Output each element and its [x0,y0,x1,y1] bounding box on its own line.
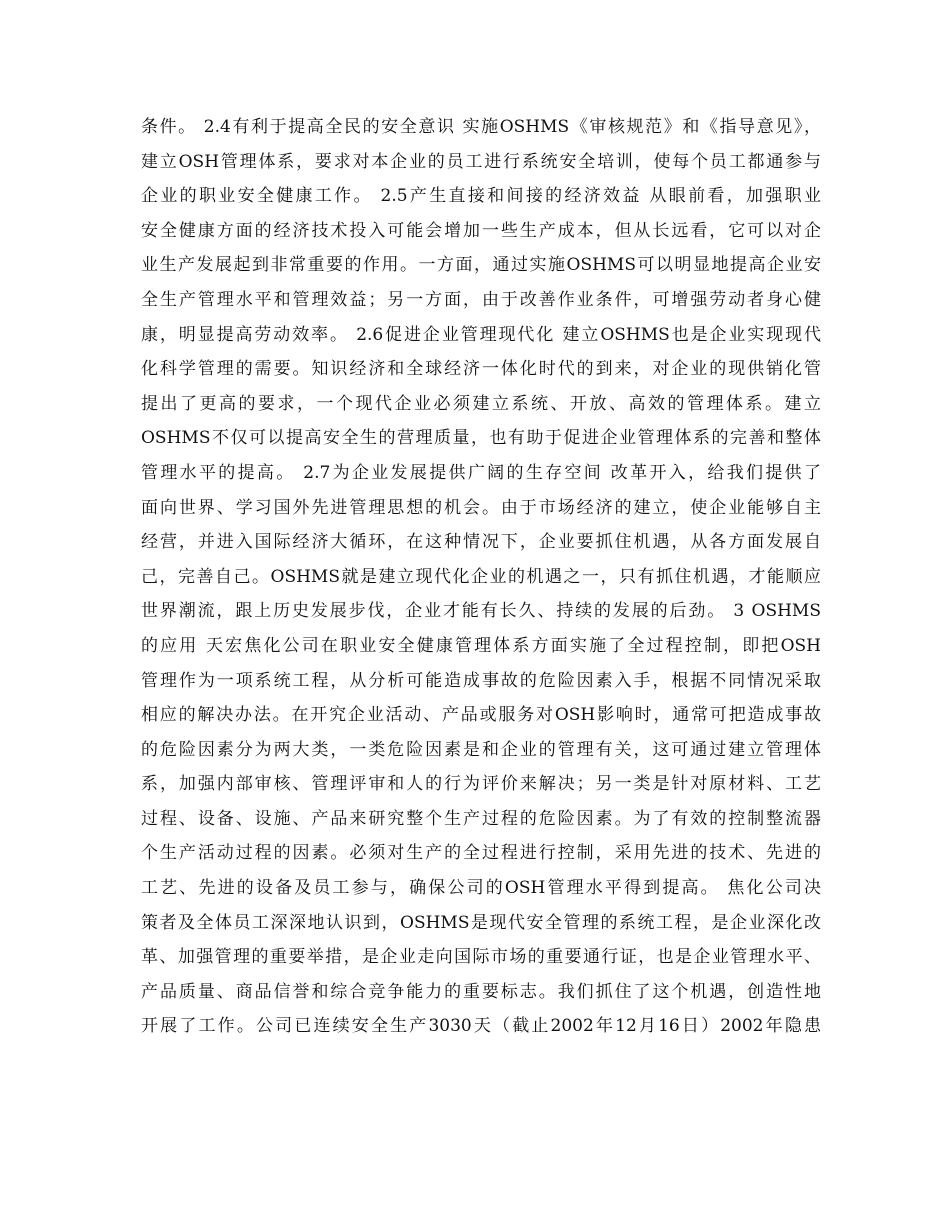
text-line: 相应的解决办法。在开究企业活动、产品或服务对OSH影响时，通常可把造成事故 [141,705,821,726]
text-line: 面向世界、学习国外先进管理思想的机会。由于市场经济的建立，使企业能够自主 [141,497,821,518]
text-line: 系，加强内部审核、管理评审和人的行为评价来解决；另一类是针对原材料、工艺 [141,774,821,795]
text-line: 产品质量、商品信誉和综合竞争能力的重要标志。我们抓住了这个机遇，创造性地 [141,981,821,1002]
text-line: 己，完善自己。OSHMS就是建立现代化企业的机遇之一，只有抓住机遇，才能顺应 [141,566,821,587]
text-line: 世界潮流，跟上历史发展步伐，企业才能有长久、持续的发展的后劲。 3 OSHMS [141,601,821,622]
text-line: 的危险因素分为两大类，一类危险因素是和企业的管理有关，这可通过建立管理体 [141,739,821,760]
text-line: 工艺、先进的设备及员工参与，确保公司的OSH管理水平得到提高。 焦化公司决 [141,878,821,899]
text-line: 条件。 2.4有利于提高全民的安全意识 实施OSHMS《审核规范》和《指导意见》， [141,117,821,137]
text-line: 经营，并进入国际经济大循环，在这种情况下，企业要抓住机遇，从各方面发展自 [141,532,821,553]
text-line: 的应用 天宏焦化公司在职业安全健康管理体系方面实施了全过程控制，即把OSH [141,635,821,656]
text-line: 革、加强管理的重要举措，是企业走向国际市场的重要通行证，也是企业管理水平、 [141,947,821,968]
text-line: 化科学管理的需要。知识经济和全球经济一体化时代的到来，对企业的现供销化管 [141,359,821,380]
body-text [141,110,821,1044]
text-line: 安全健康方面的经济技术投入可能会增加一些生产成本，但从长远看，它可以对企 [141,220,821,241]
text-line: 个生产活动过程的因素。必须对生产的全过程进行控制，采用先进的技术、先进的 [141,843,821,864]
text-line: 管理作为一项系统工程，从分析可能造成事故的危险因素入手，根据不同情况采取 [141,670,821,691]
text-line: 企业的职业安全健康工作。 2.5产生直接和间接的经济效益 从眼前看，加强职业 [141,186,821,207]
text-line: 全生产管理水平和管理效益；另一方面，由于改善作业条件，可增强劳动者身心健 [141,289,821,310]
text-line: 康，明显提高劳动效率。 2.6促进企业管理现代化 建立OSHMS也是企业实现现代 [141,324,821,345]
text-line: 管理水平的提高。 2.7为企业发展提供广阔的生存空间 改革开入，给我们提供了 [141,462,821,483]
text-line: 建立OSH管理体系，要求对本企业的员工进行系统安全培训，使每个员工都通参与 [141,151,821,172]
text-line: OSHMS不仅可以提高安全生的营理质量，也有助于促进企业管理体系的完善和整体 [141,428,821,449]
text-line: 开展了工作。公司已连续安全生产3030天（截止2002年12月16日）2002年隐患 [141,1016,821,1037]
text-line: 策者及全体员工深深地认识到，OSHMS是现代安全管理的系统工程，是企业深化改 [141,912,821,933]
text-line: 过程、设备、设施、产品来研究整个生产过程的危险因素。为了有效的控制整流器 [141,808,821,829]
text-line: 业生产发展起到非常重要的作用。一方面，通过实施OSHMS可以明显地提高企业安 [141,255,821,276]
text-line: 提出了更高的要求，一个现代企业必须建立系统、开放、高效的管理体系。建立 [141,393,821,414]
